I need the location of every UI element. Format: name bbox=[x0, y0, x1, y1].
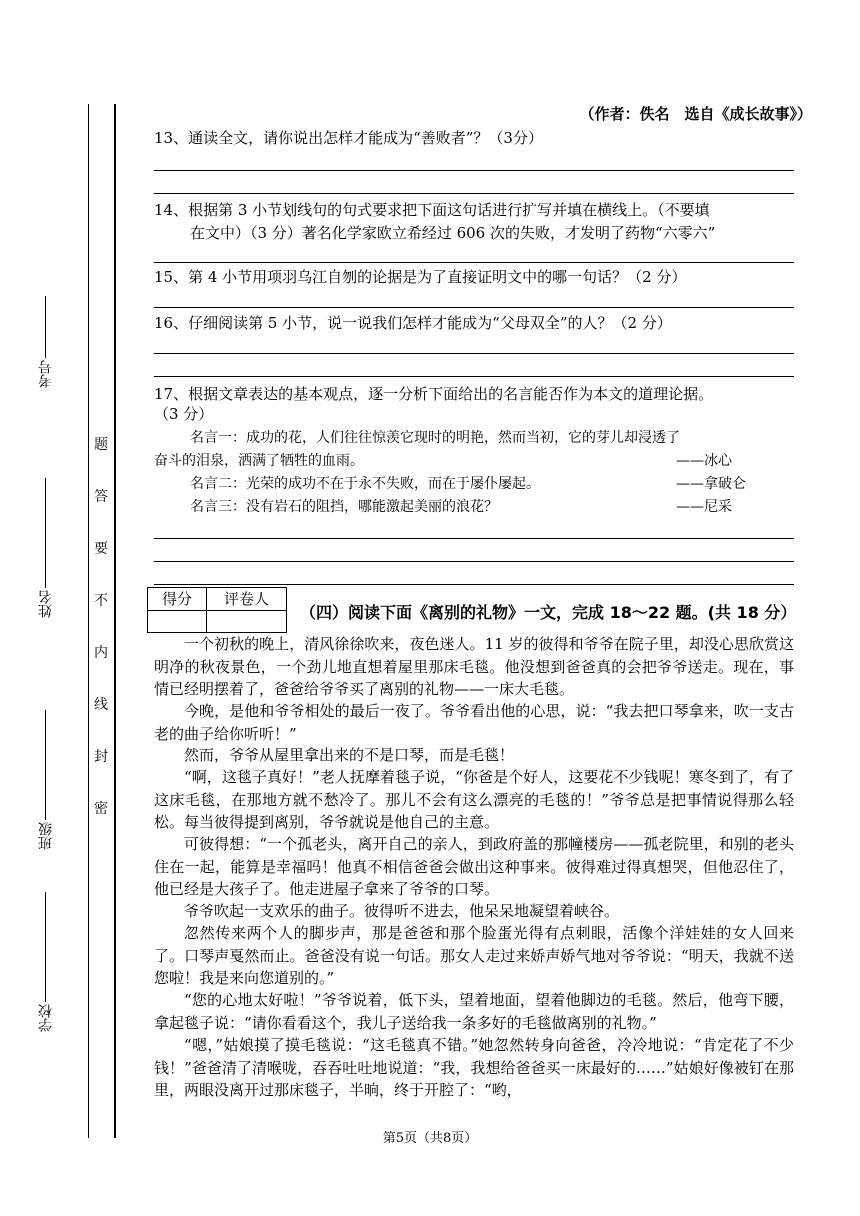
score-box bbox=[147, 587, 287, 633]
paragraph: 忽然传来两个人的脚步声，那是爸爸和那个脸蛋光得有点刺眼，活像个洋娃娃的女人回来了。口琴声戛然而止。爸爸没有说一句话。那女人走过来娇声娇气地对爷爷说：“明天，我就不送您啦！我是来向您道别的。” bbox=[154, 924, 794, 987]
binding-line-outer bbox=[88, 104, 89, 1138]
binding-line-inner bbox=[114, 104, 116, 1138]
seal-char: 答 bbox=[94, 489, 108, 505]
seal-char: 线 bbox=[94, 697, 108, 713]
exam-number-label: 考号 bbox=[38, 360, 54, 388]
school-label: 学校 bbox=[38, 1004, 54, 1032]
quote-1-line1: 名言一：成功的花，人们往往惊羡它现时的明艳，然而当初，它的芽儿却浸透了 bbox=[190, 430, 680, 446]
seal-char: 内 bbox=[94, 645, 108, 661]
school-field[interactable] bbox=[36, 1004, 56, 1032]
quote-3-source: ——尼采 bbox=[676, 499, 732, 515]
quote-3: 名言三：没有岩石的阻挡，哪能激起美丽的浪花？ bbox=[190, 499, 498, 515]
quote-2: 名言二：光荣的成功不在于永不失败，而在于屡仆屡起。 bbox=[190, 476, 540, 492]
seal-char: 不 bbox=[94, 593, 108, 609]
school-blank[interactable] bbox=[45, 892, 46, 1002]
page-footer: 第5页（共8页） bbox=[382, 1131, 478, 1146]
answer-line[interactable] bbox=[154, 561, 794, 562]
seal-char: 封 bbox=[94, 749, 108, 765]
answer-line[interactable] bbox=[154, 584, 794, 585]
answer-line[interactable] bbox=[154, 376, 794, 377]
question-15: 15、第 4 小节用项羽乌江自刎的论据是为了直接证明文中的哪一句话？（2 分） bbox=[154, 268, 687, 286]
section-title: （四）阅读下面《离别的礼物》一文，完成 18～22 题。(共 18 分） bbox=[300, 603, 797, 622]
answer-line[interactable] bbox=[154, 193, 794, 194]
answer-line[interactable] bbox=[154, 307, 794, 308]
answer-line[interactable] bbox=[154, 538, 794, 539]
paragraph: 可彼得想：“一个孤老头，离开自己的亲人，到政府盖的那幢楼房——孤老院里，和别的老头住在一起，能算是幸福吗！他真不相信爸爸会做出这种事来。彼得难过得真想哭，但他忍住了，他已经是大孩子了。他走进屋子拿来了爷爷的口琴。 bbox=[154, 835, 794, 898]
quote-2-source: ——拿破仑 bbox=[676, 476, 746, 492]
seal-char: 题 bbox=[94, 437, 108, 453]
question-17-line2: （3 分） bbox=[154, 405, 214, 423]
grader-input[interactable] bbox=[207, 611, 286, 632]
seal-char: 要 bbox=[94, 541, 108, 557]
question-14-line1: 14、根据第 3 小节划线句的句式要求把下面这句话进行扩写并填在横线上。（不要填 bbox=[154, 201, 710, 219]
score-label: 得分 bbox=[148, 588, 207, 611]
exam-number-blank[interactable] bbox=[45, 296, 46, 358]
exam-number-field[interactable] bbox=[36, 360, 56, 388]
class-field[interactable] bbox=[36, 822, 56, 850]
name-blank[interactable] bbox=[45, 478, 46, 588]
answer-line[interactable] bbox=[154, 353, 794, 354]
name-field[interactable] bbox=[36, 590, 56, 618]
class-blank[interactable] bbox=[45, 710, 46, 820]
paragraph: 爷爷吹起一支欢乐的曲子。彼得听不进去，他呆呆地凝望着峡谷。 bbox=[184, 902, 620, 920]
paragraph: “啊，这毯子真好！”老人抚摩着毯子说，“你爸是个好人，这要花不少钱呢！寒冬到了，有了这床毛毯，在那地方就不愁冷了。那儿不会有这么漂亮的毛毯的！”爷爷总是把事情说得那么轻松。每当彼得提到离别，爷爷就说是他自己的主意。 bbox=[154, 768, 794, 831]
score-input[interactable] bbox=[148, 611, 207, 632]
paragraph: “您的心地太好啦！”爷爷说着，低下头，望着地面，望着他脚边的毛毯。然后，他弯下腰，拿起毯子说：“请你看看这个，我儿子送给我一条多好的毛毯做离别的礼物。” bbox=[154, 991, 794, 1032]
question-17-line1: 17、根据文章表达的基本观点，逐一分析下面给出的名言能否作为本文的道理论据。 bbox=[154, 385, 714, 403]
class-label: 班级 bbox=[38, 822, 54, 850]
paragraph: “嗯，”姑娘摸了摸毛毯说：“这毛毯真不错。”她忽然转身向爸爸，冷冷地说：“肯定花了不少钱！”爸爸清了清喉咙，吞吞吐吐地说道：“我，我想给爸爸买一床最好的……”姑娘好像被钉在那里，两眼没离开过那床毯子，半晌，终于开腔了：“哟， bbox=[154, 1036, 794, 1099]
paragraph: 今晚，是他和爷爷相处的最后一夜了。爷爷看出他的心思，说：“我去把口琴拿来，吹一支古老的曲子给你听听！” bbox=[154, 702, 794, 743]
seal-char: 密 bbox=[94, 801, 108, 817]
quote-1-source: ——冰心 bbox=[676, 453, 732, 469]
name-label: 姓名 bbox=[38, 590, 54, 618]
quote-1-line2: 奋斗的泪泉，洒满了牺牲的血雨。 bbox=[154, 453, 364, 469]
answer-line[interactable] bbox=[154, 262, 794, 263]
answer-line[interactable] bbox=[154, 170, 794, 171]
question-14-line2: 在文中）（3 分）著名化学家欧立希经过 606 次的失败，才发明了药物“六零六” bbox=[190, 224, 716, 242]
question-13: 13、通读全文，请你说出怎样才能成为“善败者”？（3分） bbox=[154, 129, 543, 147]
author-line: （作者：佚名 选自《成长故事》） bbox=[579, 105, 812, 123]
paragraph: 然而，爷爷从屋里拿出来的不是口琴，而是毛毯！ bbox=[184, 746, 515, 764]
question-16: 16、仔细阅读第 5 小节，说一说我们怎样才能成为“父母双全”的人？（2 分） bbox=[154, 314, 672, 332]
paragraph: 一个初秋的晚上，清风徐徐吹来，夜色迷人。11 岁的彼得和爷爷在院子里，却没心思欣赏这明净的秋夜景色，一个劲儿地直想着屋里那床毛毯。他没想到爸爸真的会把爷爷送走。现在，事情已经明摆着了，爸爸给爷爷买了离别的礼物——一床大毛毯。 bbox=[154, 635, 794, 698]
grader-label: 评卷人 bbox=[207, 588, 286, 611]
